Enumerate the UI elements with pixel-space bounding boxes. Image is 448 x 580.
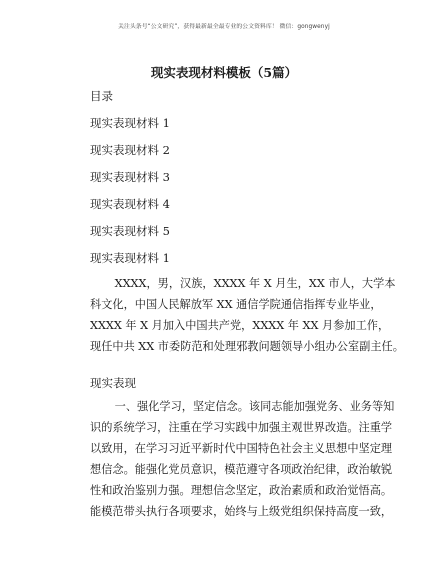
intro-line: 科文化，中国人民解放军 XX 通信学院通信指挥专业毕业，: [90, 298, 382, 311]
section1-line: 想信念。能强化党员意识，模范遵守各项政治纪律，政治敏锐: [90, 463, 393, 476]
section1-line: 以致用，在学习习近平新时代中国特色社会主义思想中坚定理: [90, 442, 393, 455]
intro-line: XXXX，男，汉族，XXXX 年 X 月生，XX 市人，大学本: [114, 277, 396, 290]
intro-line: 现任中共 XX 市委防范和处理邪教问题领导小组办公室副主任。: [90, 340, 404, 353]
section-heading: 现实表现: [90, 376, 136, 390]
intro-line: XXXX 年 X 月加入中国共产党，XXXX 年 XX 月参加工作，: [90, 319, 390, 332]
toc-item[interactable]: 现实表现材料 1: [90, 251, 170, 265]
toc-item[interactable]: 现实表现材料 5: [90, 224, 170, 238]
toc-item[interactable]: 现实表现材料 4: [90, 197, 170, 211]
header-note: 关注头条号“公文研究”，获得最新最全最专业的公文资料库！ 微信：gongwenyj: [118, 24, 330, 30]
section1-line: 一、强化学习，坚定信念。该同志能加强党务、业务等知: [114, 400, 395, 413]
toc-item[interactable]: 现实表现材料 1: [90, 116, 170, 130]
toc-item[interactable]: 现实表现材料 3: [90, 170, 170, 184]
section1-paragraph: [90, 396, 395, 522]
section1-line: 识的系统学习，注重在学习实践中加强主观世界改造。注重学: [90, 421, 393, 434]
document-title: 现实表现材料模板（5篇）: [150, 65, 298, 80]
section1-line: 能模范带头执行各项要求，始终与上级党组织保持高度一致，: [90, 505, 393, 518]
section1-line: 性和政治鉴别力强。理想信念坚定，政治素质和政治觉悟高。: [90, 484, 393, 497]
intro-paragraph: [90, 273, 404, 357]
toc-heading: 目录: [90, 89, 113, 103]
toc-item[interactable]: 现实表现材料 2: [90, 143, 170, 157]
